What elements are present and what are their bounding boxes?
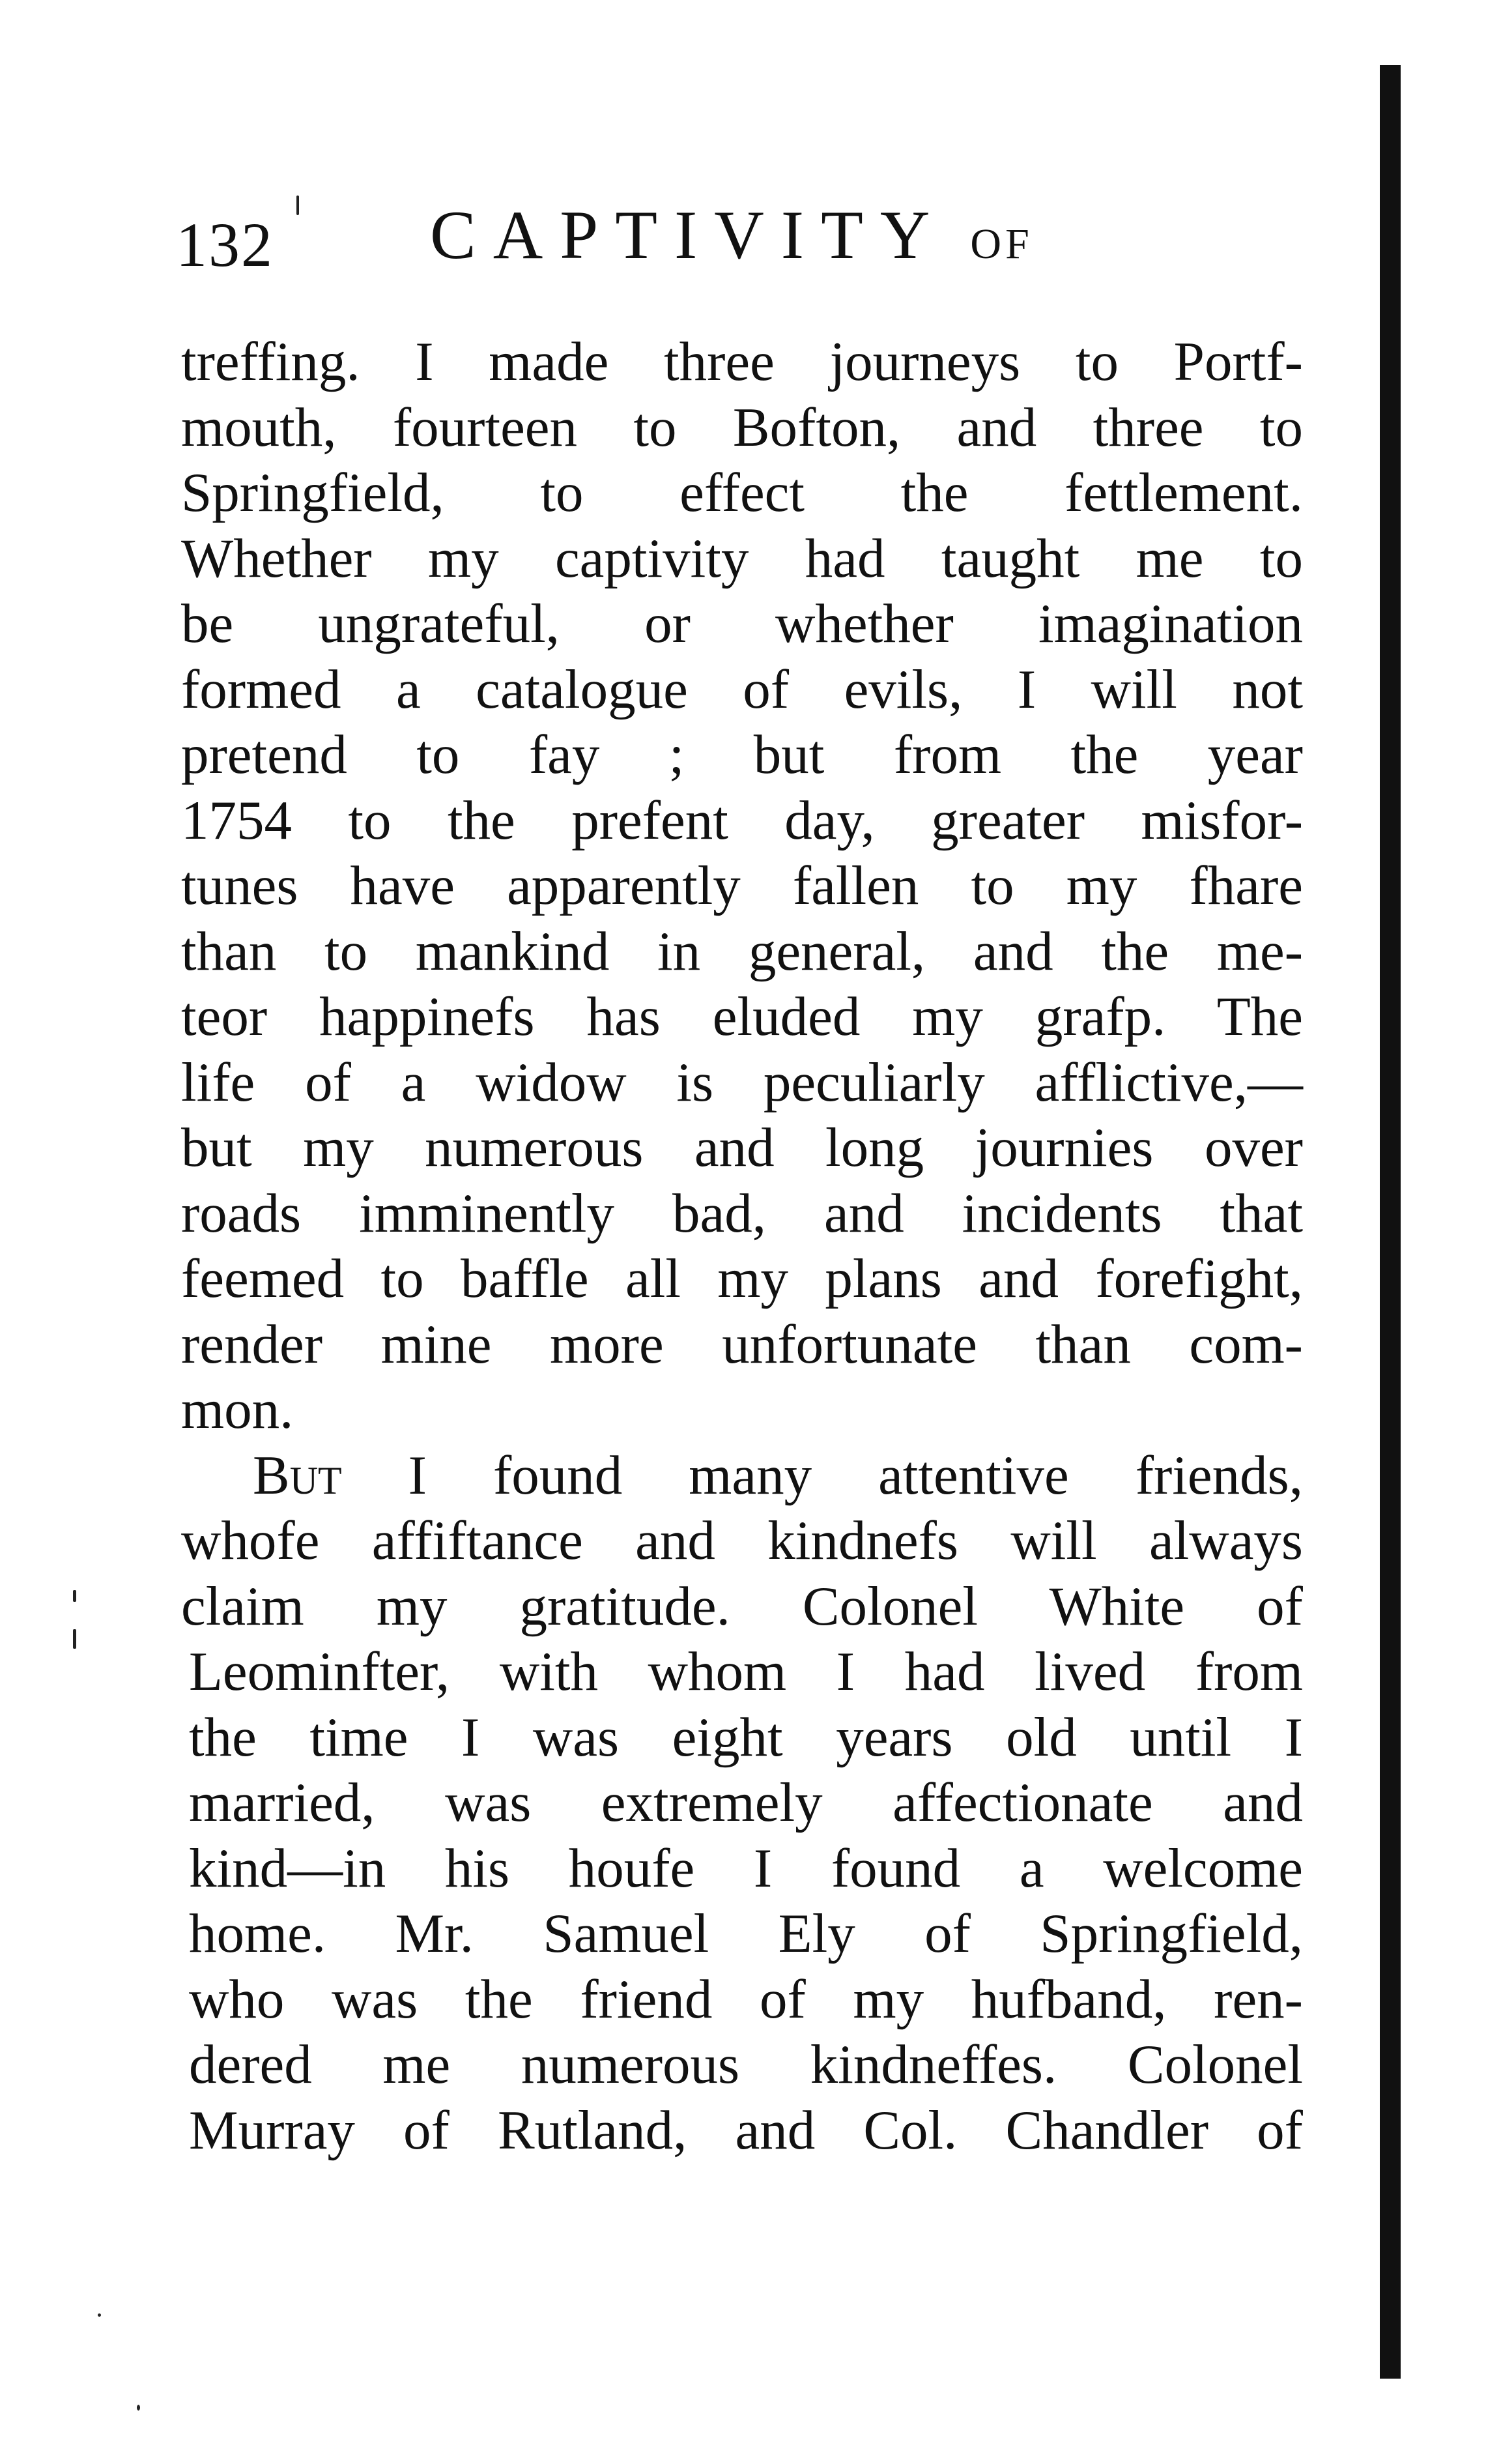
text-line: pretend to fay ; but from the year: [181, 724, 1303, 785]
text-line: life of a widow is peculiarly afflictive,—: [181, 1051, 1303, 1113]
paragraph-lead-rest: I found many attentive friends,: [341, 1444, 1303, 1506]
text-line: render mine more unfortunate than com-: [181, 1313, 1303, 1375]
text-line: Whether my captivity had taught me to: [181, 527, 1303, 589]
paragraph-opening-line: [181, 1443, 1303, 1509]
text-line: 1754 to the prefent day, greater misfor-: [181, 789, 1303, 851]
text-line: claim my gratitude. Colonel White of: [181, 1575, 1303, 1637]
print-speck: [296, 196, 299, 215]
text-line: mouth, fourteen to Bofton, and three to: [181, 396, 1303, 458]
text-line: who was the friend of my hufband, ren-: [189, 1968, 1303, 2030]
text-line: than to mankind in general, and the me-: [181, 920, 1303, 982]
text-line: tunes have apparently fallen to my fhare: [181, 855, 1303, 916]
text-line: Springfield, to effect the fettlement.: [181, 462, 1303, 523]
text-line: the time I was eight years old until I: [189, 1706, 1303, 1768]
page-edge-shadow: [1380, 65, 1401, 2379]
text-line: Leominfter, with whom I had lived from: [189, 1641, 1303, 1702]
print-speck: [98, 2313, 101, 2317]
text-line: kind—in his houfe I found a welcome: [189, 1837, 1303, 1899]
text-line: mon.: [181, 1379, 294, 1440]
text-line: be ungrateful, or whether imagination: [181, 593, 1303, 654]
text-line: teor happinefs has eluded my grafp. The: [181, 986, 1303, 1047]
running-title-main: CAPTIVITY: [430, 197, 947, 273]
text-line: dered me numerous kindneffes. Colonel: [189, 2034, 1303, 2095]
running-title-suffix: OF: [970, 220, 1033, 268]
print-speck: [73, 1629, 76, 1649]
running-title: [430, 196, 1033, 275]
text-line: home. Mr. Samuel Ely of Springfield,: [189, 1903, 1303, 1964]
text-line: whofe affiftance and kindnefs will always: [181, 1510, 1303, 1571]
page-number: 132: [176, 210, 274, 280]
paragraph-lead-word: But: [253, 1444, 342, 1506]
text-line: feemed to baffle all my plans and forefight,: [181, 1248, 1303, 1309]
text-line: formed a catalogue of evils, I will not: [181, 658, 1303, 720]
body-text: [181, 329, 1303, 2163]
print-speck: [73, 1590, 76, 1602]
text-line: Murray of Rutland, and Col. Chandler of: [189, 2099, 1303, 2161]
print-speck: [137, 2405, 140, 2411]
text-line: treffing. I made three journeys to Portf-: [181, 331, 1303, 392]
text-line: but my numerous and long journies over: [181, 1117, 1303, 1178]
text-line: married, was extremely affectionate and: [189, 1772, 1303, 1833]
text-line: roads imminently bad, and incidents that: [181, 1182, 1303, 1244]
running-head: [176, 196, 1075, 293]
